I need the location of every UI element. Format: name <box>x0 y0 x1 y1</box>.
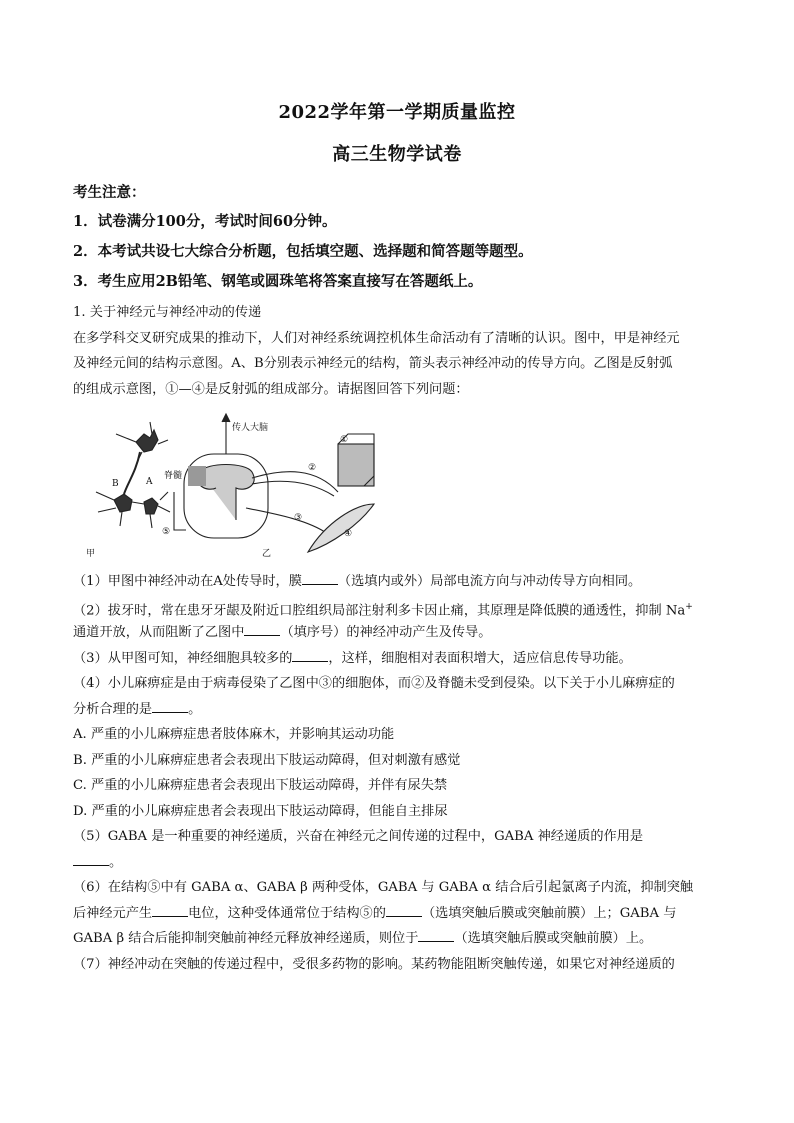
sub-question-6: （6）在结构⑤中有 GABA α、GABA β 两种受体，GABA 与 GABA α 结合后引起氯离子内流，抑制突触 <box>73 880 694 895</box>
neuron-reflex-arc-figure <box>76 412 376 562</box>
neuron-body-right <box>144 498 158 514</box>
axon <box>124 452 140 494</box>
label-num-3: ③ <box>294 513 303 523</box>
sub-question-6-cont: 后神经元产生 电位，这种受体通常位于结构⑤的 （选填突触后膜或突触前膜）上；GABA 与 <box>73 901 723 927</box>
sub-question-1: （1）甲图中神经冲动在A处传导时，膜 （选填内或外）局部电流方向与冲动传导方向相同。 <box>73 569 723 595</box>
label-a: A <box>146 477 153 487</box>
receptor <box>338 444 374 486</box>
exam-title: 2022学年第一学期质量监控 <box>278 102 516 123</box>
option-b[interactable]: B. 严重的小儿麻痹症患者会表现出下肢运动障碍，但对刺激有感觉 <box>73 752 461 768</box>
label-num-5: ⑤ <box>162 527 171 537</box>
sub-question-4-cont: 分析合理的是 。 <box>73 697 723 723</box>
answer-blank[interactable] <box>152 902 188 917</box>
answer-blank[interactable] <box>386 902 422 917</box>
sub-question-2-cont: 通道开放，从而阻断了乙图中 （填序号）的神经冲动产生及传导。 <box>73 620 723 646</box>
question-heading: 1. 关于神经元与神经冲动的传递 <box>73 305 262 320</box>
neuron-body-upper <box>136 430 158 452</box>
sub-question-5: （5）GABA 是一种重要的神经递质，兴奋在神经元之间传递的过程中，GABA 神经递质的作用是 <box>73 829 644 844</box>
question-1-intro <box>73 300 723 402</box>
neuron-body-left <box>114 494 132 512</box>
answer-blank[interactable] <box>418 927 454 942</box>
answer-blank[interactable] <box>292 647 328 662</box>
answer-blank[interactable] <box>152 698 188 713</box>
label-yi: 乙 <box>262 549 272 559</box>
notice-item-2: 2．本考试共设七大综合分析题，包括填空题、选择题和简答题等题型。 <box>73 243 533 260</box>
label-brain: 传人大脑 <box>232 423 269 433</box>
sub-question-7: （7）神经冲动在突触的传递过程中，受很多药物的影响。某药物能阻断突触传递，如果它对神经递质的 <box>73 956 675 972</box>
option-a[interactable]: A. 严重的小儿麻痹症患者肢体麻木，并影响其运动功能 <box>73 727 395 742</box>
intro-line-2: 及神经元间的结构示意图。A、B分别表示神经元的结构，箭头表示神经冲动的传导方向。乙图是反射弧 <box>73 356 673 371</box>
notice-heading: 考生注意： <box>73 184 146 201</box>
exam-subtitle: 高三生物学试卷 <box>332 144 462 165</box>
answer-blank[interactable] <box>302 570 338 585</box>
intro-line-1: 在多学科交叉研究成果的推动下，人们对神经系统调控机体生命活动有了清晰的认识。图中，甲是神经元 <box>73 330 680 346</box>
answer-blank[interactable] <box>244 621 280 636</box>
label-jia: 甲 <box>86 549 96 559</box>
sub-question-5-cont: 。 <box>73 850 723 876</box>
question-1-subquestions <box>73 569 723 977</box>
sub-question-6-cont2: GABA β 结合后能抑制突触前神经元释放神经递质，则位于 （选填突触后膜或突触前膜）上。 <box>73 926 723 952</box>
intro-line-3: 的组成示意图，①—④是反射弧的组成部分。请据图回答下列问题： <box>73 381 469 397</box>
label-num-4: ④ <box>344 529 353 539</box>
label-num-1: ① <box>340 435 349 445</box>
notice-item-3: 3．考生应用2B铅笔、钢笔或圆珠笔将答案直接写在答题纸上。 <box>73 273 483 290</box>
notice-item-1: 1．试卷满分100分，考试时间60分钟。 <box>73 213 337 230</box>
option-c[interactable]: C. 严重的小儿麻痹症患者会表现出下肢运动障碍，并伴有尿失禁 <box>73 778 448 793</box>
label-b: B <box>112 479 119 489</box>
sub-question-2: （2）拔牙时，常在患牙牙龈及附近口腔组织局部注射利多卡因止痛，其原理是降低膜的通透性，抑制 Na+ <box>73 601 693 618</box>
answer-blank[interactable] <box>73 851 109 866</box>
sub-question-4: （4）小儿麻痹症是由于病毒侵染了乙图中③的细胞体，而②及脊髓未受到侵染。以下关于小儿麻痹症的 <box>73 676 675 691</box>
sub-question-3: （3）从甲图可知，神经细胞具较多的 ，这样，细胞相对表面积增大，适应信息传导功能。 <box>73 646 723 672</box>
option-d[interactable]: D. 严重的小儿麻痹症患者会表现出下肢运动障碍，但能自主排尿 <box>73 803 448 819</box>
label-spine: 脊髓 <box>164 471 183 481</box>
label-num-2: ② <box>308 463 317 473</box>
